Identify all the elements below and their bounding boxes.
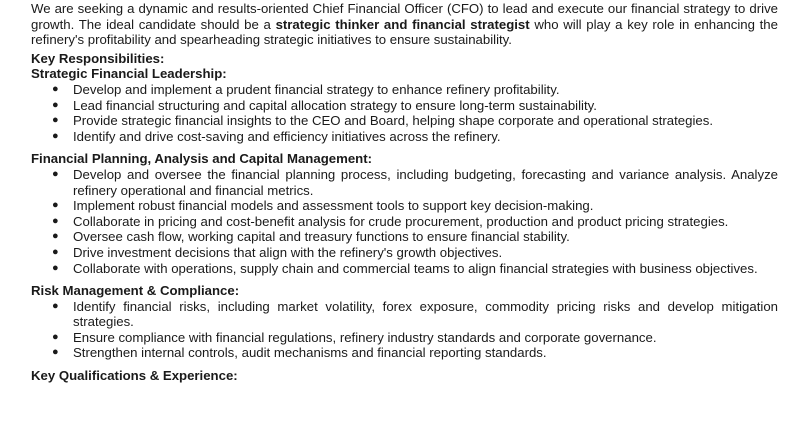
list-item-text: Implement robust financial models and assessment tools to support key decision-making. (73, 198, 594, 214)
list-item-text: Collaborate with operations, supply chain and commercial teams to align financial strategies with business objectives. (73, 260, 758, 276)
list-item (52, 298, 778, 330)
list-item-text: Identify and drive cost-saving and efficiency initiatives across the refinery. (73, 128, 501, 144)
list-item-text: Provide strategic financial insights to the CEO and Board, helping shape corporate and operational strategies. (73, 113, 713, 129)
list-item (52, 260, 778, 277)
bullet-list (31, 167, 778, 276)
list-item (52, 128, 778, 145)
bullet-icon: ● (52, 261, 59, 274)
bullet-list (31, 299, 778, 361)
list-item-text: Drive investment decisions that align with the refinery's growth objectives. (73, 244, 503, 260)
intro-bold-phrase: strategic thinker and financial strategist (275, 16, 530, 32)
bullet-icon: ● (52, 230, 59, 243)
bullet-icon: ● (52, 167, 59, 180)
list-item-text: Identify financial risks, including market volatility, forex exposure, commodity pricing risks and develop mitigation strategies. (73, 298, 778, 330)
qualifications-heading: Key Qualifications & Experience: (31, 368, 238, 384)
key-responsibilities-heading: Key Responsibilities: (31, 50, 165, 66)
bullet-icon: ● (52, 98, 59, 111)
bullet-icon: ● (52, 114, 59, 127)
bullet-icon: ● (52, 199, 59, 212)
list-item-text: Develop and oversee the financial planning process, including budgeting, forecasting and variance analysis. Analyze refinery operational and financial metrics. (73, 166, 778, 198)
list-item-text: Collaborate in pricing and cost-benefit analysis for crude procurement, production and product pricing strategies. (73, 213, 729, 229)
bullet-icon: ● (52, 129, 59, 142)
list-item (52, 244, 778, 261)
section-financial-planning (31, 151, 778, 276)
bullet-icon: ● (52, 299, 59, 312)
list-item-text: Develop and implement a prudent financial strategy to enhance refinery profitability. (73, 81, 560, 97)
section-risk-management (31, 283, 778, 361)
list-item-text: Lead financial structuring and capital allocation strategy to ensure long-term sustainability. (73, 97, 597, 113)
list-item (52, 345, 778, 361)
bullet-icon: ● (52, 214, 59, 227)
bullet-icon: ● (52, 82, 59, 95)
bullet-list (31, 82, 778, 144)
intro-paragraph (31, 0, 778, 48)
list-item (52, 198, 778, 214)
list-item (52, 329, 778, 346)
section-strategic-financial-leadership (31, 66, 778, 144)
section-title: Strategic Financial Leadership: (31, 66, 227, 82)
list-item-text: Strengthen internal controls, audit mechanisms and financial reporting standards. (73, 345, 547, 361)
list-item-text: Ensure compliance with financial regulations, refinery industry standards and corporate governance. (73, 329, 657, 345)
bullet-icon: ● (52, 330, 59, 343)
list-item (52, 81, 778, 98)
bullet-icon: ● (52, 346, 59, 359)
intro-text-before: We are seeking a dynamic and results-oriented Chief Financial Officer (CFO) to lead and execute our financial strategy to drive growth. The ideal candidate should be a (31, 1, 778, 32)
list-item-text: Oversee cash flow, working capital and treasury functions to ensure financial stability. (73, 229, 570, 245)
section-title: Financial Planning, Analysis and Capital Management: (31, 151, 372, 167)
list-item (52, 97, 778, 114)
section-title: Risk Management & Compliance: (31, 283, 240, 299)
bullet-icon: ● (52, 245, 59, 258)
intro-text-after: who will play a key role in enhancing the refinery's profitability and spearheading strategic initiatives to ensure sustainability. (31, 16, 778, 48)
list-item (52, 229, 778, 245)
list-item (52, 113, 778, 129)
list-item (52, 213, 778, 230)
list-item (52, 166, 778, 198)
